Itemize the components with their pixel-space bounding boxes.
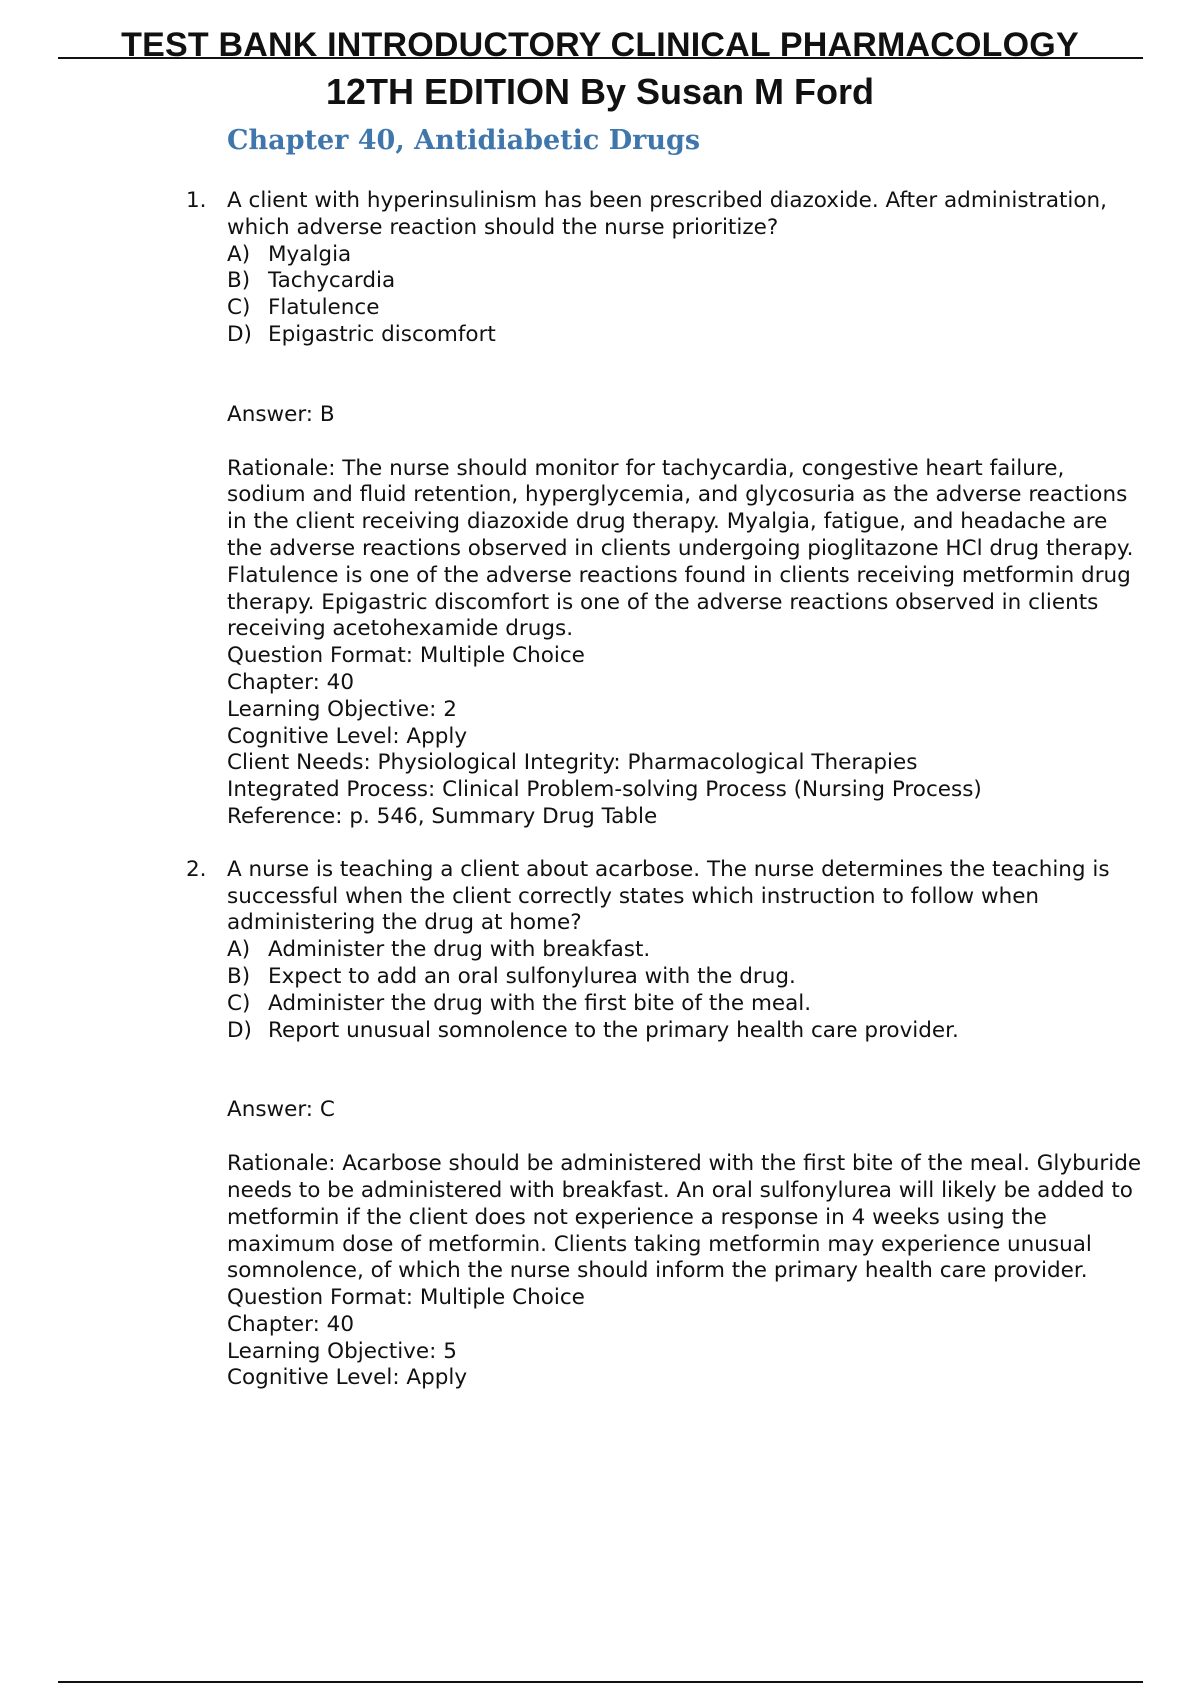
question-metadata <box>227 643 1147 831</box>
document-title: TEST BANK INTRODUCTORY CLINICAL PHARMACOLOGY <box>121 26 1079 64</box>
meta-learning-objective: Learning Objective: 2 <box>227 696 457 722</box>
footer-rule <box>58 1681 1143 1683</box>
option-text: Administer the drug with breakfast. <box>268 937 651 963</box>
meta-client-needs: Client Needs: Physiological Integrity: Pharmacological Therapies <box>227 750 918 776</box>
question-body <box>227 188 1147 831</box>
option-b <box>227 268 1147 295</box>
option-text: Expect to add an oral sulfonylurea with the drug. <box>268 963 796 989</box>
option-letter: A) <box>227 241 251 267</box>
meta-question-format: Question Format: Multiple Choice <box>227 643 585 669</box>
question-1 <box>0 188 1200 831</box>
option-c <box>227 991 1147 1018</box>
option-list <box>227 242 1147 349</box>
option-letter: B) <box>227 268 251 294</box>
option-d <box>227 322 1147 349</box>
meta-cognitive-level: Cognitive Level: Apply <box>227 1365 468 1391</box>
question-number: 1. <box>186 188 207 213</box>
chapter-heading: Chapter 40, Antidiabetic Drugs <box>227 125 701 156</box>
option-letter: C) <box>227 295 251 321</box>
rationale-text: Rationale: The nurse should monitor for tachycardia, congestive heart failure, sodium and fluid retention, hyperglycemia, and glycosuria as the adverse reactions in the client receiving diazoxide drug therapy. Myalgia, fatigue, and headache are the adverse reactions observed in clients undergoing pioglitazone HCl drug therapy. Flatulence is one of the adverse reactions found in clients receiving metformin drug therapy. Epigastric discomfort is one of the adverse reactions observed in clients receiving acetohexamide drugs. <box>227 455 1134 642</box>
option-letter: A) <box>227 937 251 963</box>
rationale-text: Rationale: Acarbose should be administered with the first bite of the meal. Glyburide needs to be administered with breakfast. An oral sulfonylurea will likely be added to metformin if the client does not experience a response in 4 weeks using the maximum dose of metformin. Clients taking metformin may experience unusual somnolence, of which the nurse should inform the primary health care provider. <box>227 1151 1142 1284</box>
option-letter: D) <box>227 321 252 347</box>
answer-line: Answer: B <box>227 401 335 427</box>
question-list <box>0 188 1200 1392</box>
option-text: Flatulence <box>268 295 380 321</box>
answer-line: Answer: C <box>227 1097 335 1123</box>
option-text: Administer the drug with the first bite of the meal. <box>268 990 812 1016</box>
option-a <box>227 242 1147 269</box>
meta-integrated-process: Integrated Process: Clinical Problem-solving Process (Nursing Process) <box>227 777 982 803</box>
option-text: Myalgia <box>268 241 352 267</box>
meta-chapter: Chapter: 40 <box>227 669 355 695</box>
meta-reference: Reference: p. 546, Summary Drug Table <box>227 803 658 829</box>
option-letter: D) <box>227 1017 252 1043</box>
meta-learning-objective: Learning Objective: 5 <box>227 1338 457 1364</box>
option-c <box>227 295 1147 322</box>
option-letter: B) <box>227 963 251 989</box>
option-a <box>227 937 1147 964</box>
question-text: A client with hyperinsulinism has been prescribed diazoxide. After administration, which adverse reaction should the nurse prioritize? <box>227 188 1108 240</box>
question-text: A nurse is teaching a client about acarbose. The nurse determines the teaching is successful when the client correctly states which instruction to follow when administering the drug at home? <box>227 856 1110 936</box>
option-d <box>227 1018 1147 1045</box>
option-text: Report unusual somnolence to the primary health care provider. <box>268 1017 959 1043</box>
option-text: Epigastric discomfort <box>268 321 496 347</box>
option-letter: C) <box>227 990 251 1016</box>
meta-question-format: Question Format: Multiple Choice <box>227 1285 585 1311</box>
document-subtitle: 12TH EDITION By Susan M Ford <box>325 71 875 112</box>
meta-cognitive-level: Cognitive Level: Apply <box>227 723 468 749</box>
question-2 <box>0 857 1200 1393</box>
question-number: 2. <box>186 856 207 882</box>
option-text: Tachycardia <box>268 268 396 294</box>
question-metadata <box>227 1285 1147 1392</box>
question-body <box>227 857 1147 1393</box>
option-list <box>227 937 1147 1044</box>
option-b <box>227 964 1147 991</box>
meta-chapter: Chapter: 40 <box>227 1311 355 1337</box>
